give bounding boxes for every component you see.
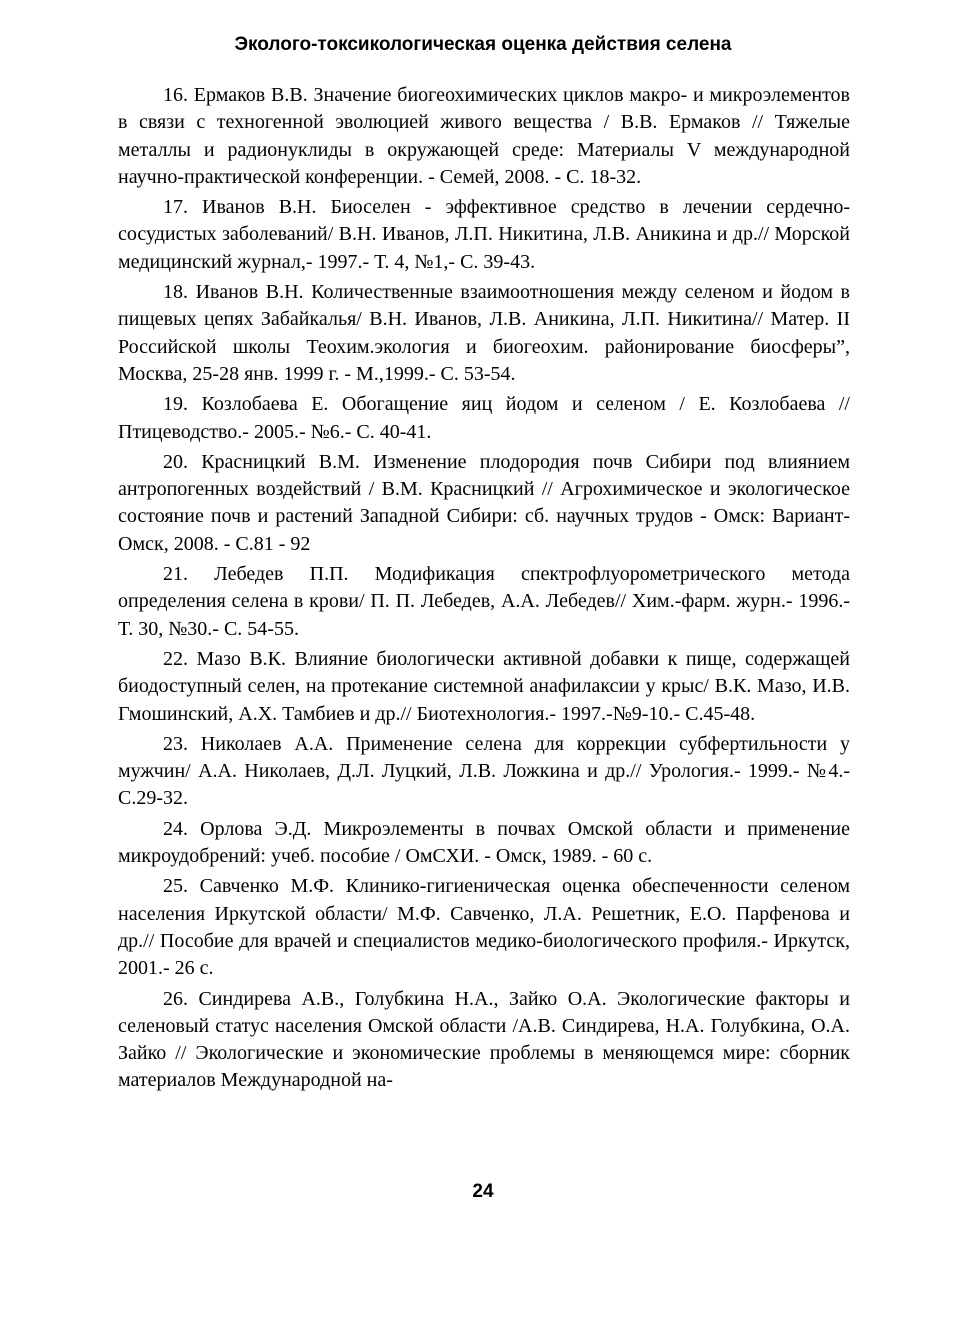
page-number: 24 (472, 1181, 494, 1202)
reference-list (118, 82, 850, 1098)
reference-item: 22. Мазо В.К. Влияние биологически активной добавки к пище, содержащей биодоступный селен, на протекание системной анафилаксии у крыс/ В.К. Мазо, И.В. Гмошинский, А.Х. Тамбиев и др.// Биотехнология.- 1997.-№9-10.- С.45-48. (118, 647, 850, 725)
reference-item: 17. Иванов В.Н. Биоселен - эффективное средство в лечении сердечно-сосудистых заболеваний/ В.Н. Иванов, Л.П. Никитина, Л.В. Аникина и др.// Морской медицинский журнал,- 1997.- Т. 4, №1,- С. 39-43. (118, 196, 850, 273)
reference-item: 25. Савченко М.Ф. Клинико-гигиеническая оценка обеспеченности селеном населения Иркутской области/ М.Ф. Савченко, Л.А. Решетник, Е.О. Парфенова и др.// Пособие для врачей и специалистов медико-биологического профиля.- Иркутск, 2001.- 26 с. (118, 875, 850, 980)
reference-item: 18. Иванов В.Н. Количественные взаимоотношения между селеном и йодом в пищевых цепях Забайкалья/ В.Н. Иванов, Л.В. Аникина, Л.П. Никитина// Матер. II Российской школы Теохим.экология и биогеохим. районирование биосферы”, Москва, 25-28 янв. 1999 г. - М.,1999.- С. 53-54. (118, 281, 850, 385)
reference-item: 26. Синдирева А.В., Голубкина Н.А., Зайко О.А. Экологические факторы и селеновый статус населения Омской области /А.В. Синдирева, Н.А. Голубкина, О.А. Зайко // Экологические и экономические проблемы в меняющемся мире: сборник материалов Международной на- (118, 987, 850, 1092)
reference-item: 20. Красницкий В.М. Изменение плодородия почв Сибири под влиянием антропогенных воздействий / В.М. Красницкий // Агрохимическое и экологическое состояние почв и растений Западной Сибири: сб. научных трудов - Омск: Вариант-Омск, 2008. - С.81 - 92 (118, 450, 850, 555)
reference-item: 24. Орлова Э.Д. Микроэлементы в почвах Омской области и применение микроудобрений: учеб. пособие / ОмСХИ. - Омск, 1989. - 60 с. (118, 817, 850, 868)
reference-item: 21. Лебедев П.П. Модификация спектрофлуорометрического метода определения селена в крови/ П. П. Лебедев, А.А. Лебедев// Хим.-фарм. журн.- 1996.- Т. 30, №30.- С. 54-55. (118, 563, 850, 640)
reference-item: 16. Ермаков В.В. Значение биогеохимических циклов макро- и микроэлементов в связи с техногенной эволюцией живого вещества / В.В. Ермаков // Тяжелые металлы и радионуклиды в окружающей среде: Материалы V международной научно-практической конференции. - Семей, 2008. - С. 18-32. (118, 84, 850, 188)
reference-item: 19. Козлобаева Е. Обогащение яиц йодом и селеном / Е. Козлобаева // Птицеводство.- 2005.- №6.- С. 40-41. (118, 393, 850, 443)
running-header: Эколого-токсикологическая оценка действия селена (234, 34, 732, 55)
reference-item: 23. Николаев А.А. Применение селена для коррекции субфертильности у мужчин/ А.А. Николаев, Д.Л. Луцкий, Л.В. Ложкина и др.// Урология.- 1999.- №4.- С.29-32. (118, 732, 850, 810)
